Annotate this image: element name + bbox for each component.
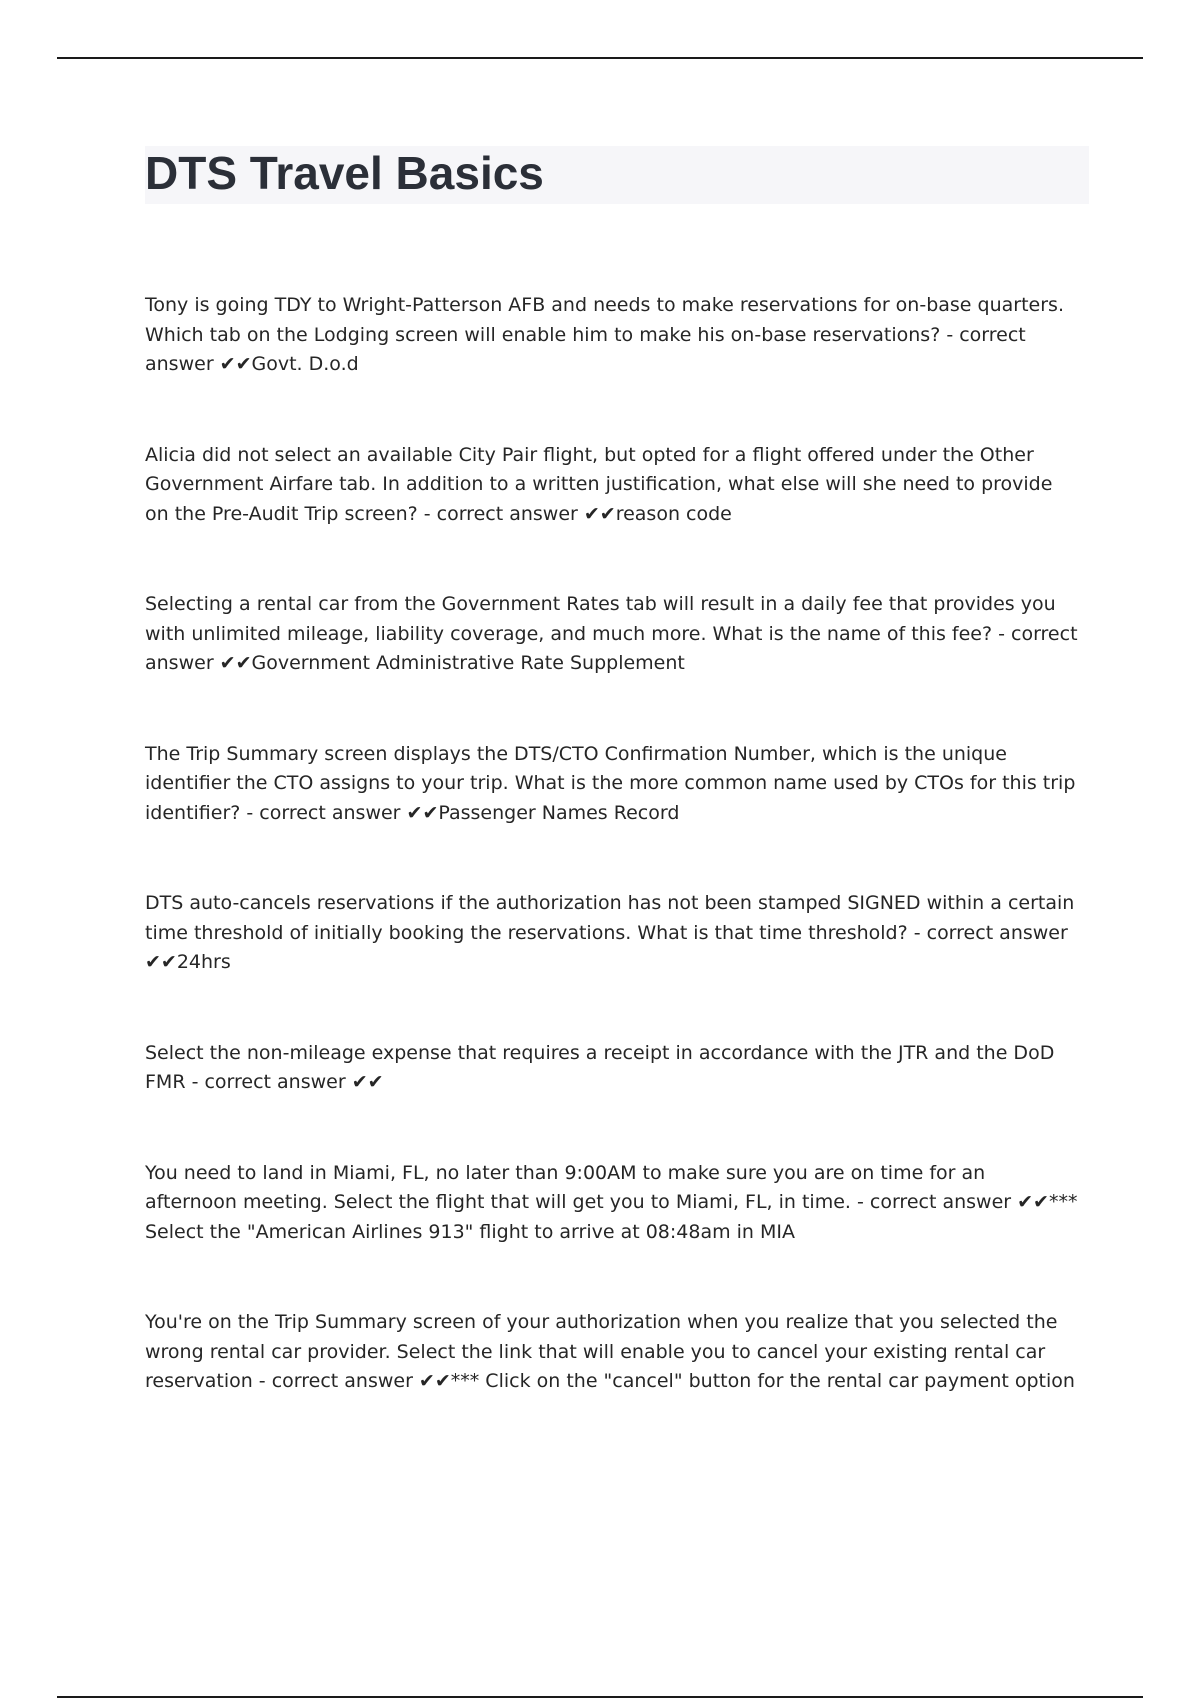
qa-item-1: Tony is going TDY to Wright-Patterson AFB and needs to make reservations for on-base quarters. Which tab on the Lodging screen will enable him to make his on-base reservations? - correct answer ✔✔Govt. D.o.d bbox=[145, 294, 1064, 375]
top-divider bbox=[57, 57, 1143, 59]
qa-item-4: The Trip Summary screen displays the DTS/CTO Confirmation Number, which is the unique identifier the CTO assigns to your trip. What is the more common name used by CTOs for this trip identifier? - correct answer ✔✔Passenger Names Record bbox=[145, 742, 1076, 824]
qa-item-5: DTS auto-cancels reservations if the authorization has not been stamped SIGNED within a certain time threshold of initially booking the reservations. What is that time threshold? - correct answer ✔✔24hrs bbox=[145, 892, 1075, 973]
qa-item-2: Alicia did not select an available City Pair flight, but opted for a flight offered under the Other Government Airfare tab. In addition to a written justification, what else will she need to provide on the Pre-Audit Trip screen? - correct answer ✔✔reason code bbox=[145, 443, 1053, 525]
page-title: DTS Travel Basics bbox=[145, 147, 544, 199]
bottom-divider bbox=[57, 1696, 1143, 1698]
qa-item-3: Selecting a rental car from the Government Rates tab will result in a daily fee that provides you with unlimited mileage, liability coverage, and much more. What is the name of this fee? - correct answer ✔✔Government Administrative Rate Supplement bbox=[145, 593, 1078, 674]
qa-item-7: You need to land in Miami, FL, no later than 9:00AM to make sure you are on time for an afternoon meeting. Select the flight that will get you to Miami, FL, in time. - correct answer ✔✔*** Select the "American Airlines 913" flight to arrive at 08:48am in MIA bbox=[145, 1161, 1078, 1243]
qa-item-8: You're on the Trip Summary screen of your authorization when you realize that you selected the wrong rental car provider. Select the link that will enable you to cancel your existing rental car reservation - correct answer ✔✔*** Click on the "cancel" button for the rental car payment option bbox=[145, 1311, 1075, 1392]
qa-list bbox=[145, 291, 1080, 1397]
qa-item-6: Select the non-mileage expense that requires a receipt in accordance with the JTR and the DoD FMR - correct answer ✔✔ bbox=[145, 1041, 1055, 1093]
